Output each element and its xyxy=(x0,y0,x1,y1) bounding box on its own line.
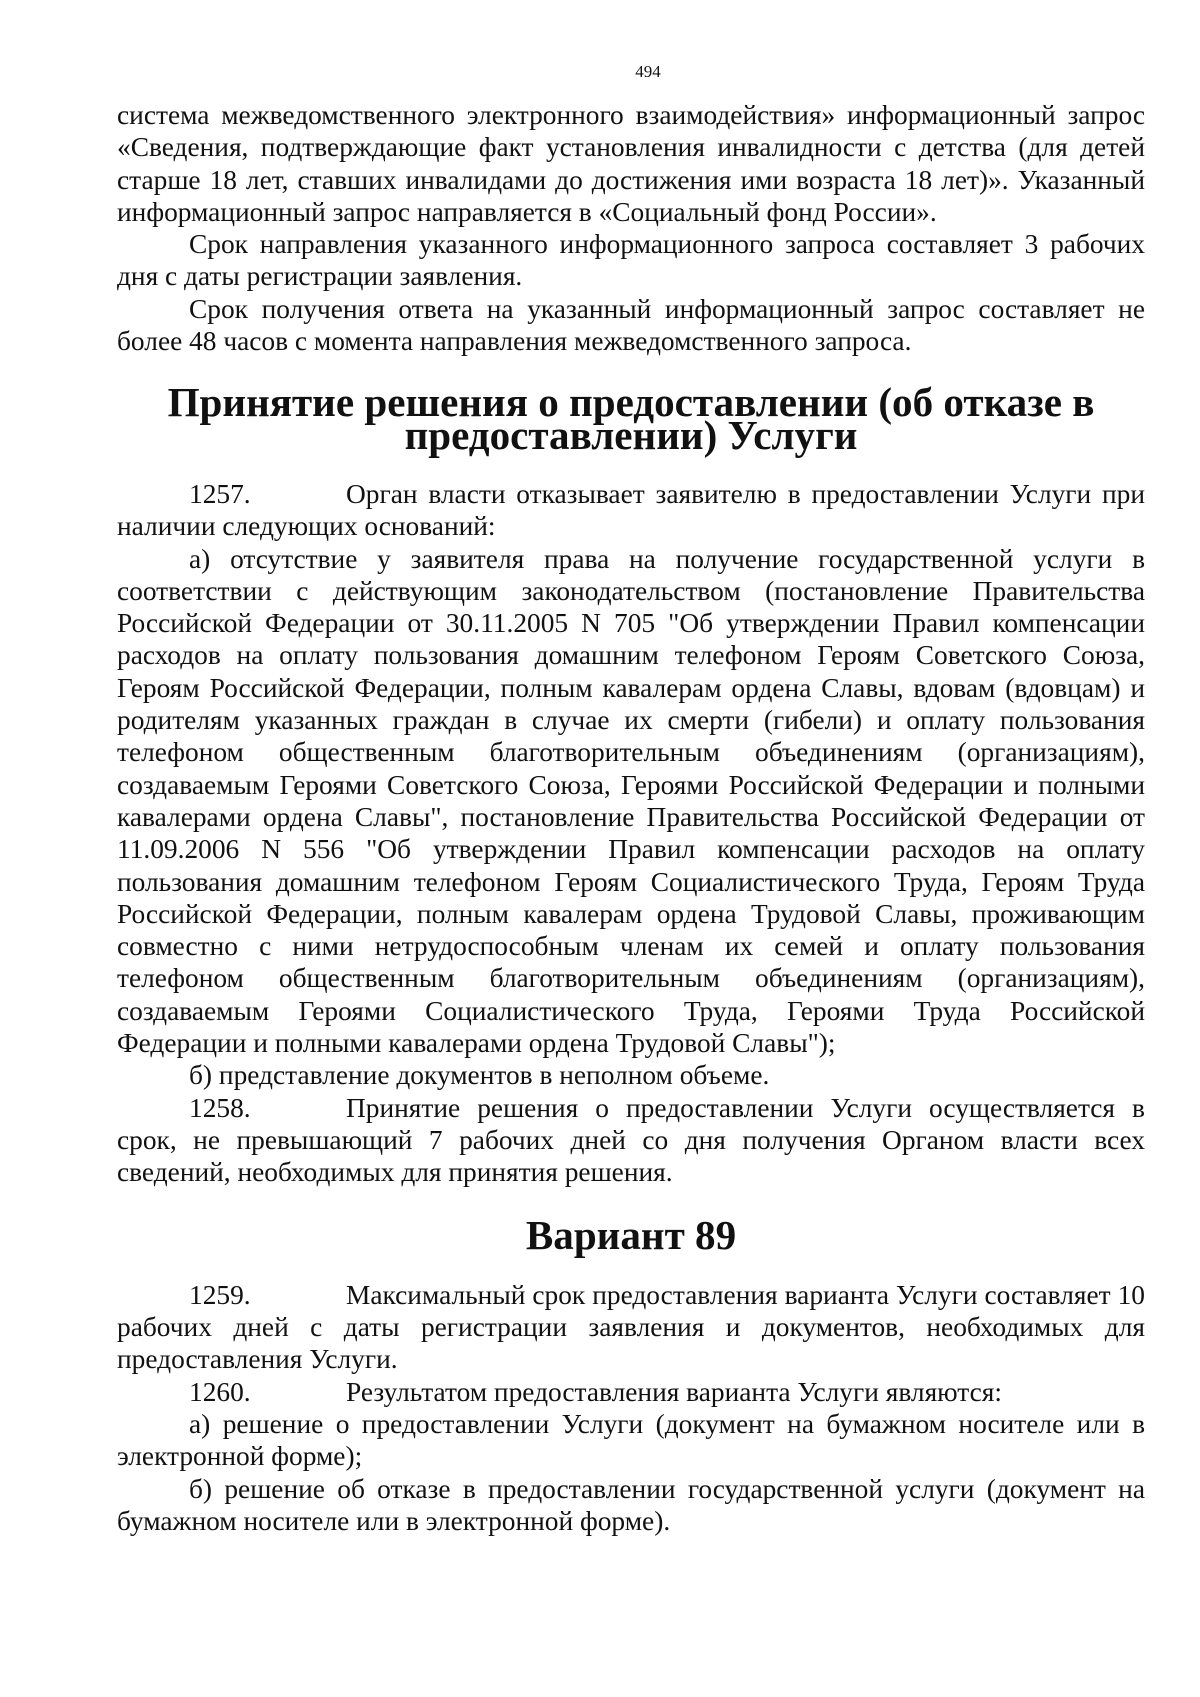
item-text: Максимальный срок предоставления варианта Услуги составляет 10 рабочих дней с даты регистрации заявления и документов, необходимых для предоставления Услуги. xyxy=(117,1279,1145,1375)
subitem-a-result: а) решение о предоставлении Услуги (документ на бумажном носителе или в электронной форме); xyxy=(117,1408,1145,1472)
document-page xyxy=(117,62,1145,1537)
item-number: 1257. xyxy=(189,478,251,509)
item-1257 xyxy=(117,478,1145,543)
paragraph-response-deadline: Срок получения ответа на указанный информационный запрос составляет не более 48 часов с момента направления межведомственного запроса. xyxy=(117,293,1145,357)
section-title-decision: Принятие решения о предоставлении (об отказе в предоставлении) Услуги xyxy=(167,379,1095,458)
item-1259 xyxy=(117,1279,1145,1376)
subitem-a-refusal-ground: а) отсутствие у заявителя права на получение государственной услуги в соответствии с действующим законодательством (постановление Правительства Российской Федерации от 30.11.2005 N 705 "Об утверждении Правил компенсации расходов на оплату пользования домашним телефоном Героям Советского Союза, Героям Российской Федерации, полным кавалерам ордена Славы, вдовам (вдовцам) и родителям указанных граждан в случае их смерти (гибели) и оплату пользования телефоном общественным благотворительным объединениям (организациям), создаваемым Героями Советского Союза, Героями Российской Федерации и полными кавалерами ордена Славы", постановление Правительства Российской Федерации от 11.09.2006 N 556 "Об утверждении Правил компенсации расходов на оплату пользования домашним телефоном Героям Социалистического Труда, Героям Труда Российской Федерации, полным кавалерам ордена Трудовой Славы, проживающим совместно с ними нетрудоспособным членам их семей и оплату пользования телефоном общественным благотворительным объединениям (организациям), создаваемым Героями Социалистического Труда, Героями Труда Российской Федерации и полными кавалерами ордена Трудовой Славы"); xyxy=(117,543,1145,1059)
item-number: 1260. xyxy=(189,1376,251,1407)
paragraph-request-intro: система межведомственного электронного взаимодействия» информационный запрос «Сведения, подтверждающие факт установления инвалидности с детства (для детей старше 18 лет, ставших инвалидами до достижения ими возраста 18 лет)». Указанный информационный запрос направляется в «Социальный фонд России». xyxy=(117,100,1145,227)
item-1260 xyxy=(117,1376,1145,1408)
item-text: Результатом предоставления варианта Услуги являются: xyxy=(346,1376,1002,1407)
item-number: 1259. xyxy=(189,1279,251,1310)
page-number: 494 xyxy=(635,62,661,81)
item-1258 xyxy=(117,1092,1145,1189)
item-text: Орган власти отказывает заявителю в предоставлении Услуги при наличии следующих оснований: xyxy=(117,478,1145,542)
subitem-b-refusal-ground: б) представление документов в неполном объеме. xyxy=(189,1060,770,1091)
section-title-variant: Вариант 89 xyxy=(525,1211,737,1258)
paragraph-request-deadline: Срок направления указанного информационного запроса составляет 3 рабочих дня с даты регистрации заявления. xyxy=(117,229,1145,292)
item-text: Принятие решения о предоставлении Услуги осуществляется в срок, не превышающий 7 рабочих дней со дня получения Органом власти всех сведений, необходимых для принятия решения. xyxy=(117,1092,1145,1188)
item-number: 1258. xyxy=(189,1092,251,1123)
subitem-b-result: б) решение об отказе в предоставлении государственной услуги (документ на бумажном носителе или в электронной форме). xyxy=(117,1473,1145,1536)
